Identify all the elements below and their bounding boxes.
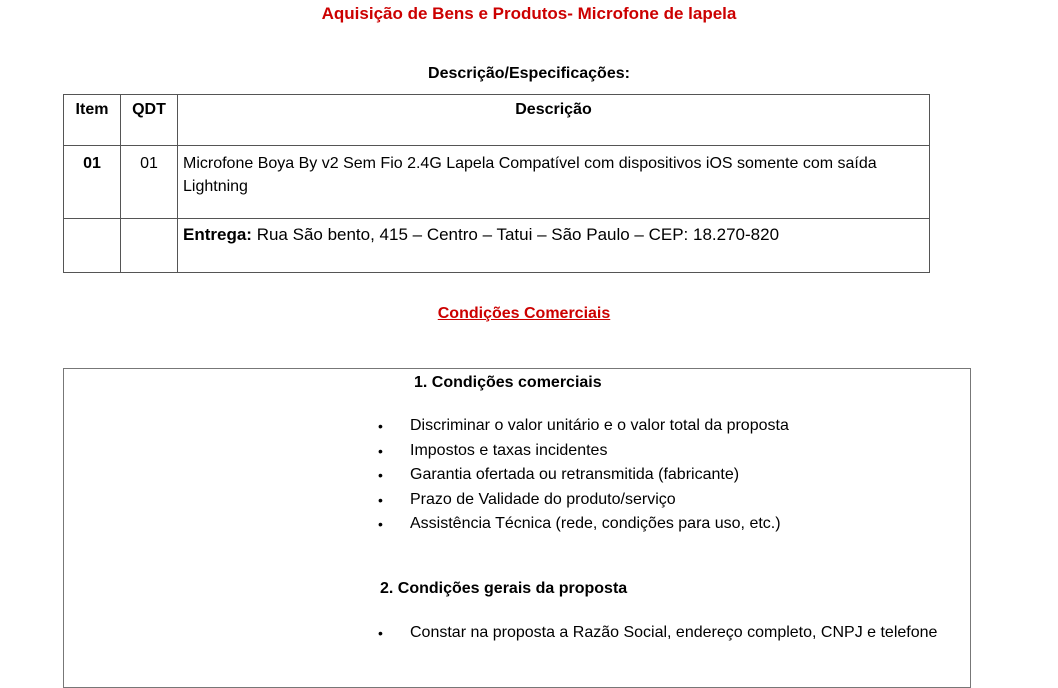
list-item: • Garantia ofertada ou retransmitida (fabricante) bbox=[378, 463, 938, 488]
list-item: • Prazo de Validade do produto/serviço bbox=[378, 488, 938, 513]
delivery-label: Entrega: bbox=[183, 225, 252, 244]
bullet-icon: • bbox=[378, 491, 383, 508]
spec-subtitle: Descrição/Especificações: bbox=[428, 65, 630, 82]
spec-table bbox=[63, 94, 930, 273]
delivery-address: Rua São bento, 415 – Centro – Tatui – São Paulo – CEP: 18.270-820 bbox=[251, 225, 780, 244]
cell-item: 01 bbox=[64, 146, 121, 219]
list-item: • Constar na proposta a Razão Social, endereço completo, CNPJ e telefone bbox=[378, 621, 938, 646]
conditions-title: Condições Comerciais bbox=[437, 305, 611, 322]
delivery-row bbox=[64, 219, 930, 273]
list-item: • Discriminar o valor unitário e o valor total da proposta bbox=[378, 414, 938, 439]
bullet-icon: • bbox=[378, 516, 383, 532]
header-qty: QDT bbox=[121, 95, 178, 146]
header-item: Item bbox=[64, 95, 121, 146]
section1-heading: 1. Condições comerciais bbox=[414, 374, 602, 391]
conditions-box bbox=[63, 368, 971, 688]
cell-empty-item bbox=[64, 219, 121, 273]
bullet-icon: • bbox=[378, 442, 383, 459]
section1-list bbox=[378, 414, 938, 537]
table-row bbox=[64, 146, 930, 219]
cell-delivery bbox=[178, 219, 930, 273]
cell-description: Microfone Boya By v2 Sem Fio 2.4G Lapela Compatível com dispositivos iOS somente com saída Lightning bbox=[178, 146, 930, 219]
bullet-icon: • bbox=[378, 418, 383, 434]
bullet-icon: • bbox=[378, 625, 383, 641]
list-item: • Impostos e taxas incidentes bbox=[378, 439, 938, 464]
cell-qty: 01 bbox=[121, 146, 178, 219]
document-title: Aquisição de Bens e Produtos- Microfone de lapela bbox=[321, 4, 737, 23]
list-item: • Assistência Técnica (rede, condições para uso, etc.) bbox=[378, 512, 938, 537]
bullet-icon: • bbox=[378, 467, 383, 483]
table-header-row bbox=[64, 95, 930, 146]
section2-heading: 2. Condições gerais da proposta bbox=[380, 580, 628, 597]
cell-empty-qty bbox=[121, 219, 178, 273]
header-description: Descrição bbox=[178, 95, 930, 146]
section2-list bbox=[378, 621, 938, 646]
